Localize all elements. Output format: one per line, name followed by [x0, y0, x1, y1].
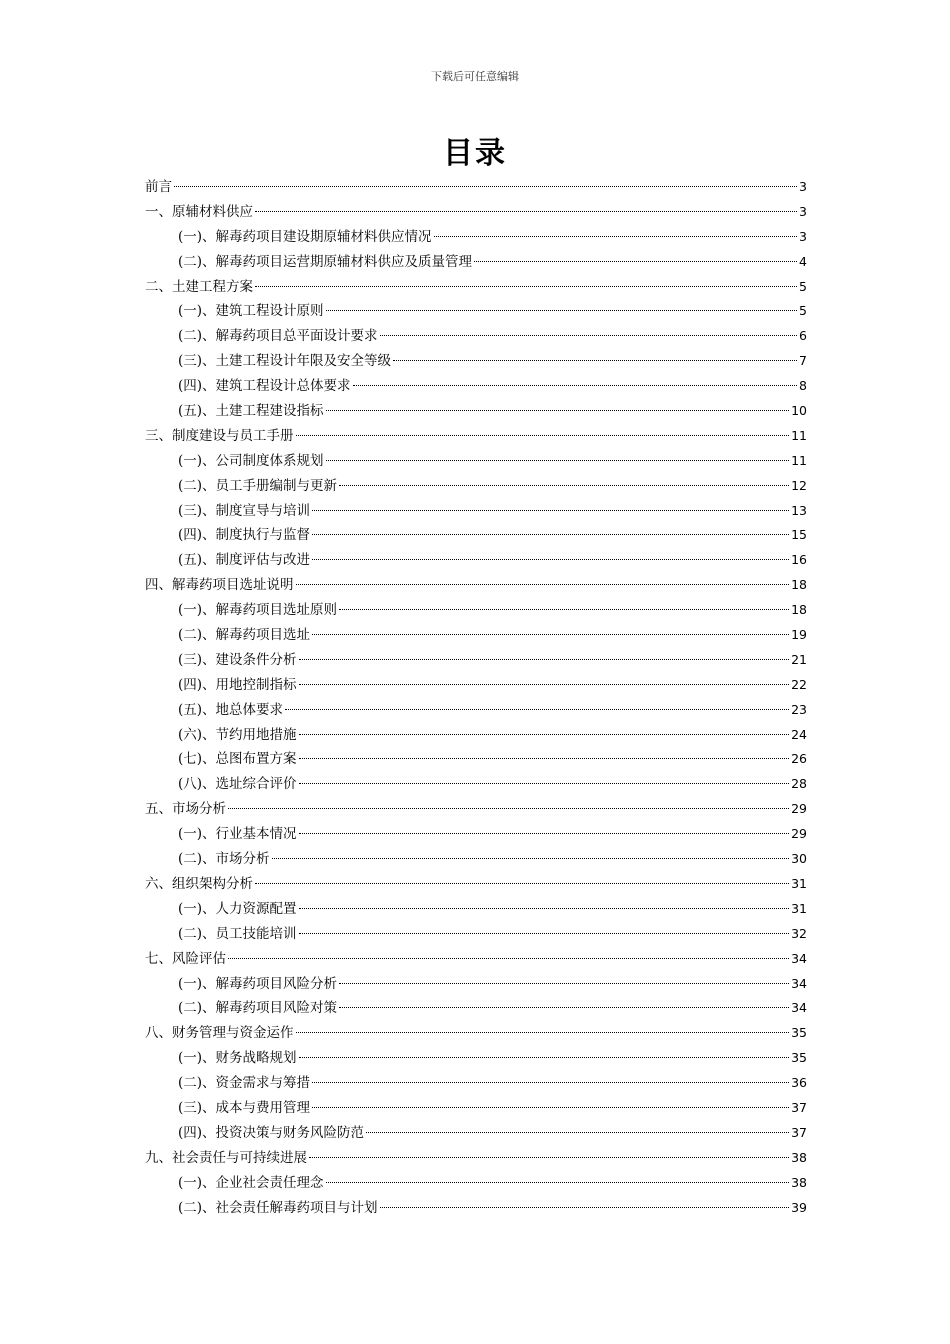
toc-entry[interactable]	[145, 374, 807, 399]
toc-dot-leader	[299, 908, 790, 909]
toc-entry[interactable]	[145, 1171, 807, 1196]
toc-dot-leader	[326, 410, 790, 411]
toc-entry-text: (一)、行业基本情况	[178, 826, 297, 843]
toc-dot-leader	[299, 684, 790, 685]
toc-entry-text: (二)、市场分析	[178, 851, 270, 868]
toc-page-number: 4	[799, 253, 807, 269]
toc-page-number: 7	[799, 353, 807, 369]
toc-entry[interactable]	[145, 1071, 807, 1096]
toc-entry-text: (六)、节约用地措施	[178, 726, 297, 743]
toc-entry-text: (一)、人力资源配置	[178, 900, 297, 917]
toc-entry-text: (二)、社会责任解毒药项目与计划	[178, 1199, 378, 1216]
toc-entry-text: (五)、地总体要求	[178, 701, 284, 718]
toc-page-number: 36	[791, 1075, 807, 1091]
toc-page-number: 22	[791, 676, 807, 692]
toc-page-number: 28	[791, 776, 807, 792]
toc-dot-leader	[255, 286, 797, 287]
toc-page-number: 23	[791, 701, 807, 717]
toc-entry[interactable]	[145, 648, 807, 673]
toc-dot-leader	[285, 709, 789, 710]
toc-dot-leader	[380, 335, 798, 336]
toc-page-number: 37	[791, 1124, 807, 1140]
toc-entry-text: 七、风险评估	[145, 950, 226, 967]
toc-entry[interactable]	[145, 1096, 807, 1121]
toc-page-number: 31	[791, 900, 807, 916]
toc-entry-text: (一)、解毒药项目建设期原辅材料供应情况	[178, 228, 432, 245]
toc-page-number: 5	[799, 278, 807, 294]
toc-entry[interactable]	[145, 797, 807, 822]
toc-entry[interactable]	[145, 299, 807, 324]
toc-entry[interactable]	[145, 449, 807, 474]
toc-dot-leader	[296, 584, 790, 585]
toc-entry[interactable]	[145, 947, 807, 972]
toc-page-number: 29	[791, 801, 807, 817]
toc-entry-text: 三、制度建设与员工手册	[145, 427, 294, 444]
toc-dot-leader	[228, 958, 789, 959]
toc-page-number: 34	[791, 1000, 807, 1016]
toc-entry-text: 前言	[145, 179, 172, 195]
toc-dot-leader	[339, 485, 789, 486]
toc-page-number: 30	[791, 851, 807, 867]
toc-entry[interactable]	[145, 474, 807, 499]
toc-entry[interactable]	[145, 623, 807, 648]
toc-entry[interactable]	[145, 673, 807, 698]
toc-entry-text: (三)、制度宣导与培训	[178, 502, 311, 519]
toc-page-number: 39	[791, 1199, 807, 1215]
toc-entry-text: (二)、资金需求与筹措	[178, 1075, 311, 1092]
toc-entry[interactable]	[145, 1121, 807, 1146]
toc-page-number: 34	[791, 975, 807, 991]
toc-entry-text: (二)、员工技能培训	[178, 925, 297, 942]
toc-entry[interactable]	[145, 548, 807, 573]
toc-page-number: 10	[791, 403, 807, 419]
toc-dot-leader	[474, 261, 797, 262]
toc-entry-text: (三)、成本与费用管理	[178, 1099, 311, 1116]
toc-page-number: 32	[791, 925, 807, 941]
toc-entry-text: (五)、土建工程建设指标	[178, 403, 324, 420]
toc-entry-text: 八、财务管理与资金运作	[145, 1025, 294, 1042]
toc-entry[interactable]	[145, 1196, 807, 1221]
toc-page-number: 35	[791, 1025, 807, 1041]
toc-page-number: 5	[799, 303, 807, 319]
header-note: 下载后可任意编辑	[431, 70, 519, 83]
toc-dot-leader	[434, 236, 798, 237]
toc-entry[interactable]	[145, 772, 807, 797]
toc-entry[interactable]	[145, 424, 807, 449]
toc-entry[interactable]	[145, 972, 807, 997]
toc-page-number: 35	[791, 1050, 807, 1066]
toc-entry-text: (一)、企业社会责任理念	[178, 1174, 324, 1191]
toc-dot-leader	[312, 510, 789, 511]
toc-dot-leader	[299, 933, 790, 934]
toc-entry-text: (四)、建筑工程设计总体要求	[178, 378, 351, 395]
toc-entry-text: (一)、解毒药项目风险分析	[178, 975, 338, 992]
toc-entry-text: (一)、解毒药项目选址原则	[178, 602, 338, 619]
toc-page-number: 38	[791, 1174, 807, 1190]
toc-dot-leader	[299, 734, 790, 735]
toc-dot-leader	[309, 1157, 789, 1158]
toc-entry-text: (二)、解毒药项目运营期原辅材料供应及质量管理	[178, 253, 473, 270]
toc-dot-leader	[312, 1082, 789, 1083]
toc-page-number: 12	[791, 477, 807, 493]
toc-entry[interactable]	[145, 872, 807, 897]
toc-page-number: 19	[791, 627, 807, 643]
toc-dot-leader	[312, 559, 789, 560]
toc-entry[interactable]	[145, 698, 807, 723]
toc-dot-leader	[353, 385, 798, 386]
toc-entry[interactable]	[145, 847, 807, 872]
toc-entry-text: (一)、公司制度体系规划	[178, 452, 324, 469]
toc-dot-leader	[366, 1132, 789, 1133]
toc-page-number: 16	[791, 552, 807, 568]
toc-page-number: 29	[791, 826, 807, 842]
toc-dot-leader	[339, 983, 789, 984]
toc-entry[interactable]	[145, 747, 807, 772]
toc-entry-text: (三)、土建工程设计年限及安全等级	[178, 353, 392, 370]
toc-entry[interactable]	[145, 922, 807, 947]
toc-entry[interactable]	[145, 573, 807, 598]
toc-page-number: 6	[799, 328, 807, 344]
toc-entry[interactable]	[145, 499, 807, 524]
toc-dot-leader	[255, 211, 797, 212]
toc-dot-leader	[299, 758, 790, 759]
toc-entry[interactable]	[145, 175, 807, 200]
toc-dot-leader	[299, 833, 790, 834]
toc-page-number: 38	[791, 1149, 807, 1165]
toc-entry[interactable]	[145, 1146, 807, 1171]
toc-dot-leader	[299, 659, 790, 660]
toc-dot-leader	[228, 808, 789, 809]
toc-dot-leader	[174, 186, 797, 187]
toc-entry[interactable]	[145, 349, 807, 374]
toc-dot-leader	[380, 1207, 790, 1208]
toc-entry[interactable]	[145, 1021, 807, 1046]
toc-dot-leader	[326, 460, 790, 461]
toc-dot-leader	[272, 858, 790, 859]
toc-dot-leader	[312, 534, 789, 535]
toc-dot-leader	[326, 310, 798, 311]
toc-title: 目录	[443, 136, 507, 171]
toc-dot-leader	[312, 1107, 789, 1108]
toc-entry[interactable]	[145, 822, 807, 847]
toc-page-number: 15	[791, 527, 807, 543]
toc-dot-leader	[299, 783, 790, 784]
toc-dot-leader	[312, 634, 789, 635]
toc-entry[interactable]	[145, 250, 807, 275]
toc-entry-text: (一)、财务战略规划	[178, 1050, 297, 1067]
toc-entry[interactable]	[145, 996, 807, 1021]
toc-page-number: 21	[791, 651, 807, 667]
toc-entry[interactable]	[145, 723, 807, 748]
toc-entry-text: (八)、选址综合评价	[178, 776, 297, 793]
toc-entry-text: (三)、建设条件分析	[178, 651, 297, 668]
toc-entry-text: 六、组织架构分析	[145, 875, 253, 892]
toc-entry-text: (二)、员工手册编制与更新	[178, 477, 338, 494]
toc-entry[interactable]	[145, 225, 807, 250]
toc-page-number: 31	[791, 875, 807, 891]
toc-dot-leader	[296, 1032, 790, 1033]
toc-page-number: 11	[791, 427, 807, 443]
toc-entry[interactable]	[145, 598, 807, 623]
toc-page-number: 3	[799, 203, 807, 219]
toc-entry-text: (七)、总图布置方案	[178, 751, 297, 768]
toc-page-number: 37	[791, 1099, 807, 1115]
toc-entry[interactable]	[145, 897, 807, 922]
toc-entry-text: (二)、解毒药项目选址	[178, 627, 311, 644]
toc-entry[interactable]	[145, 1046, 807, 1071]
toc-entry-text: (二)、解毒药项目总平面设计要求	[178, 328, 378, 345]
toc-entry[interactable]	[145, 399, 807, 424]
toc-dot-leader	[299, 1057, 790, 1058]
toc-entry-text: (四)、投资决策与财务风险防范	[178, 1124, 365, 1141]
toc-entry-text: 九、社会责任与可持续进展	[145, 1149, 307, 1166]
toc-entry[interactable]	[145, 200, 807, 225]
toc-page-number: 11	[791, 452, 807, 468]
toc-entry-text: (二)、解毒药项目风险对策	[178, 1000, 338, 1017]
toc-dot-leader	[339, 609, 789, 610]
toc-page-number: 8	[799, 378, 807, 394]
toc-page-number: 34	[791, 950, 807, 966]
toc-dot-leader	[393, 360, 797, 361]
toc-entry-text: (五)、制度评估与改进	[178, 552, 311, 569]
toc-entry-text: 四、解毒药项目选址说明	[145, 577, 294, 594]
toc-page-number: 18	[791, 602, 807, 618]
toc-dot-leader	[296, 435, 790, 436]
toc-dot-leader	[326, 1182, 790, 1183]
toc-entry-text: 一、原辅材料供应	[145, 203, 253, 220]
toc-entry-text: (一)、建筑工程设计原则	[178, 303, 324, 320]
toc-dot-leader	[339, 1007, 789, 1008]
toc-entry[interactable]	[145, 275, 807, 300]
toc-page-number: 13	[791, 502, 807, 518]
toc-entry-text: 五、市场分析	[145, 801, 226, 818]
toc-dot-leader	[255, 883, 789, 884]
toc-page-number: 24	[791, 726, 807, 742]
toc-entry-text: (四)、用地控制指标	[178, 676, 297, 693]
toc-entry[interactable]	[145, 523, 807, 548]
toc-entry[interactable]	[145, 324, 807, 349]
toc-page-number: 18	[791, 577, 807, 593]
toc-entry-text: (四)、制度执行与监督	[178, 527, 311, 544]
toc-page-number: 26	[791, 751, 807, 767]
toc-page-number: 3	[799, 179, 807, 194]
toc-list	[145, 175, 807, 1220]
toc-page-number: 3	[799, 228, 807, 244]
toc-entry-text: 二、土建工程方案	[145, 278, 253, 295]
